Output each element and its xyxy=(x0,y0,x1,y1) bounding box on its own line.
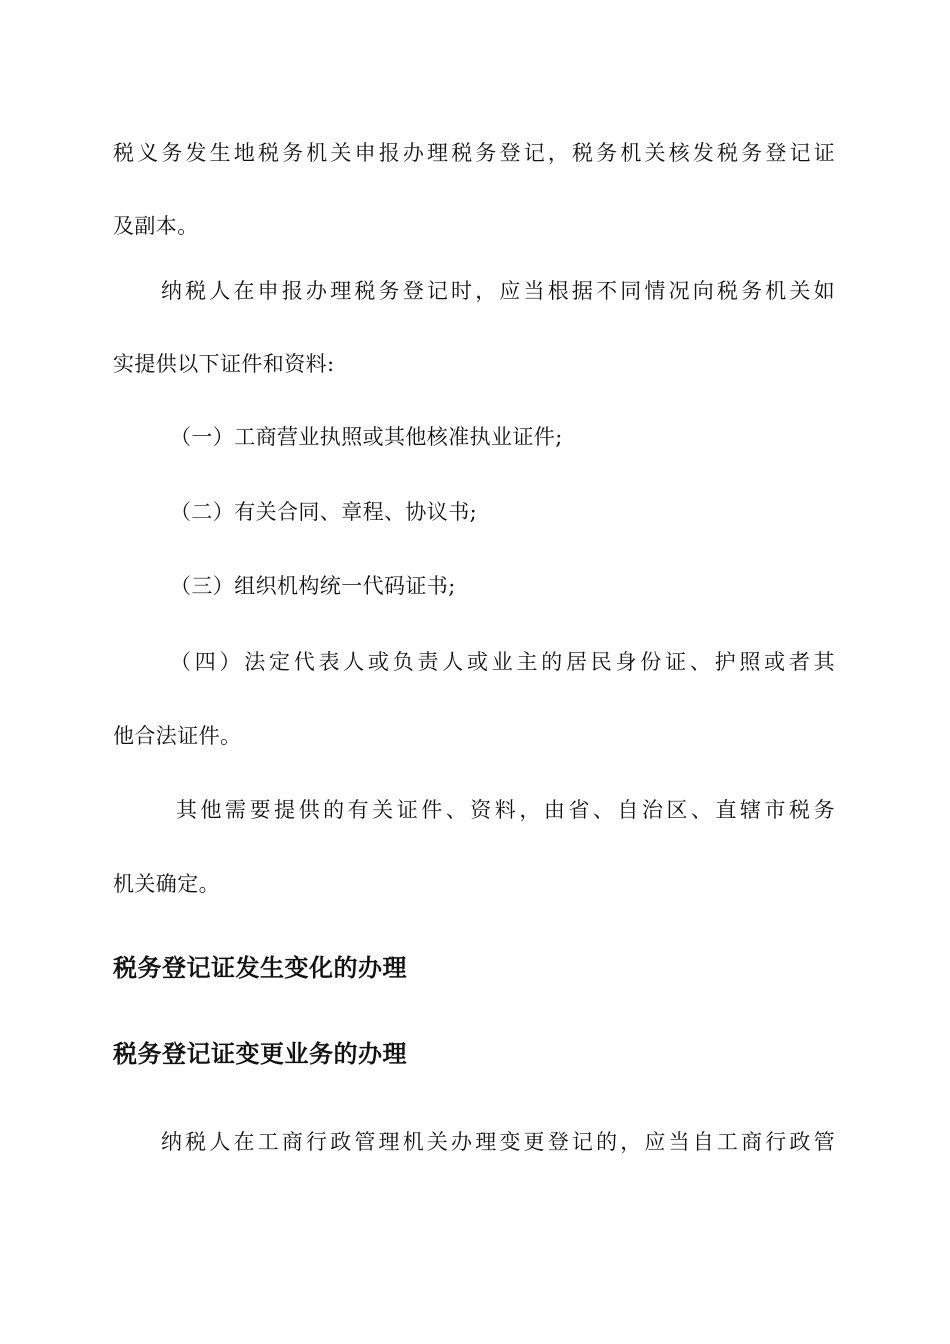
paragraph-line: 及副本。 xyxy=(113,214,199,238)
list-item: （一）工商营业执照或其他核准执业证件; xyxy=(170,425,563,449)
paragraph-line: 纳税人在工商行政管理机关办理变更登记的，应当自工商行政管 xyxy=(161,1130,835,1154)
section-heading: 税务登记证变更业务的办理 xyxy=(113,1040,407,1068)
paragraph-line: 实提供以下证件和资料: xyxy=(113,352,335,376)
list-item: （四）法定代表人或负责人或业主的居民身份证、护照或者其 xyxy=(170,650,835,674)
section-heading: 税务登记证发生变化的办理 xyxy=(113,954,407,982)
paragraph-line: 机关确定。 xyxy=(113,872,220,896)
paragraph-line: 税义务发生地税务机关申报办理税务登记，税务机关核发税务登记证 xyxy=(113,141,835,165)
paragraph-line: 他合法证件。 xyxy=(113,724,242,748)
paragraph-line: 纳税人在申报办理税务登记时，应当根据不同情况向税务机关如 xyxy=(161,279,835,303)
paragraph-line: 其他需要提供的有关证件、资料，由省、自治区、直辖市税务 xyxy=(176,798,835,822)
list-item: （三）组织机构统一代码证书; xyxy=(170,574,456,598)
list-item: （二）有关合同、章程、协议书; xyxy=(170,500,478,524)
